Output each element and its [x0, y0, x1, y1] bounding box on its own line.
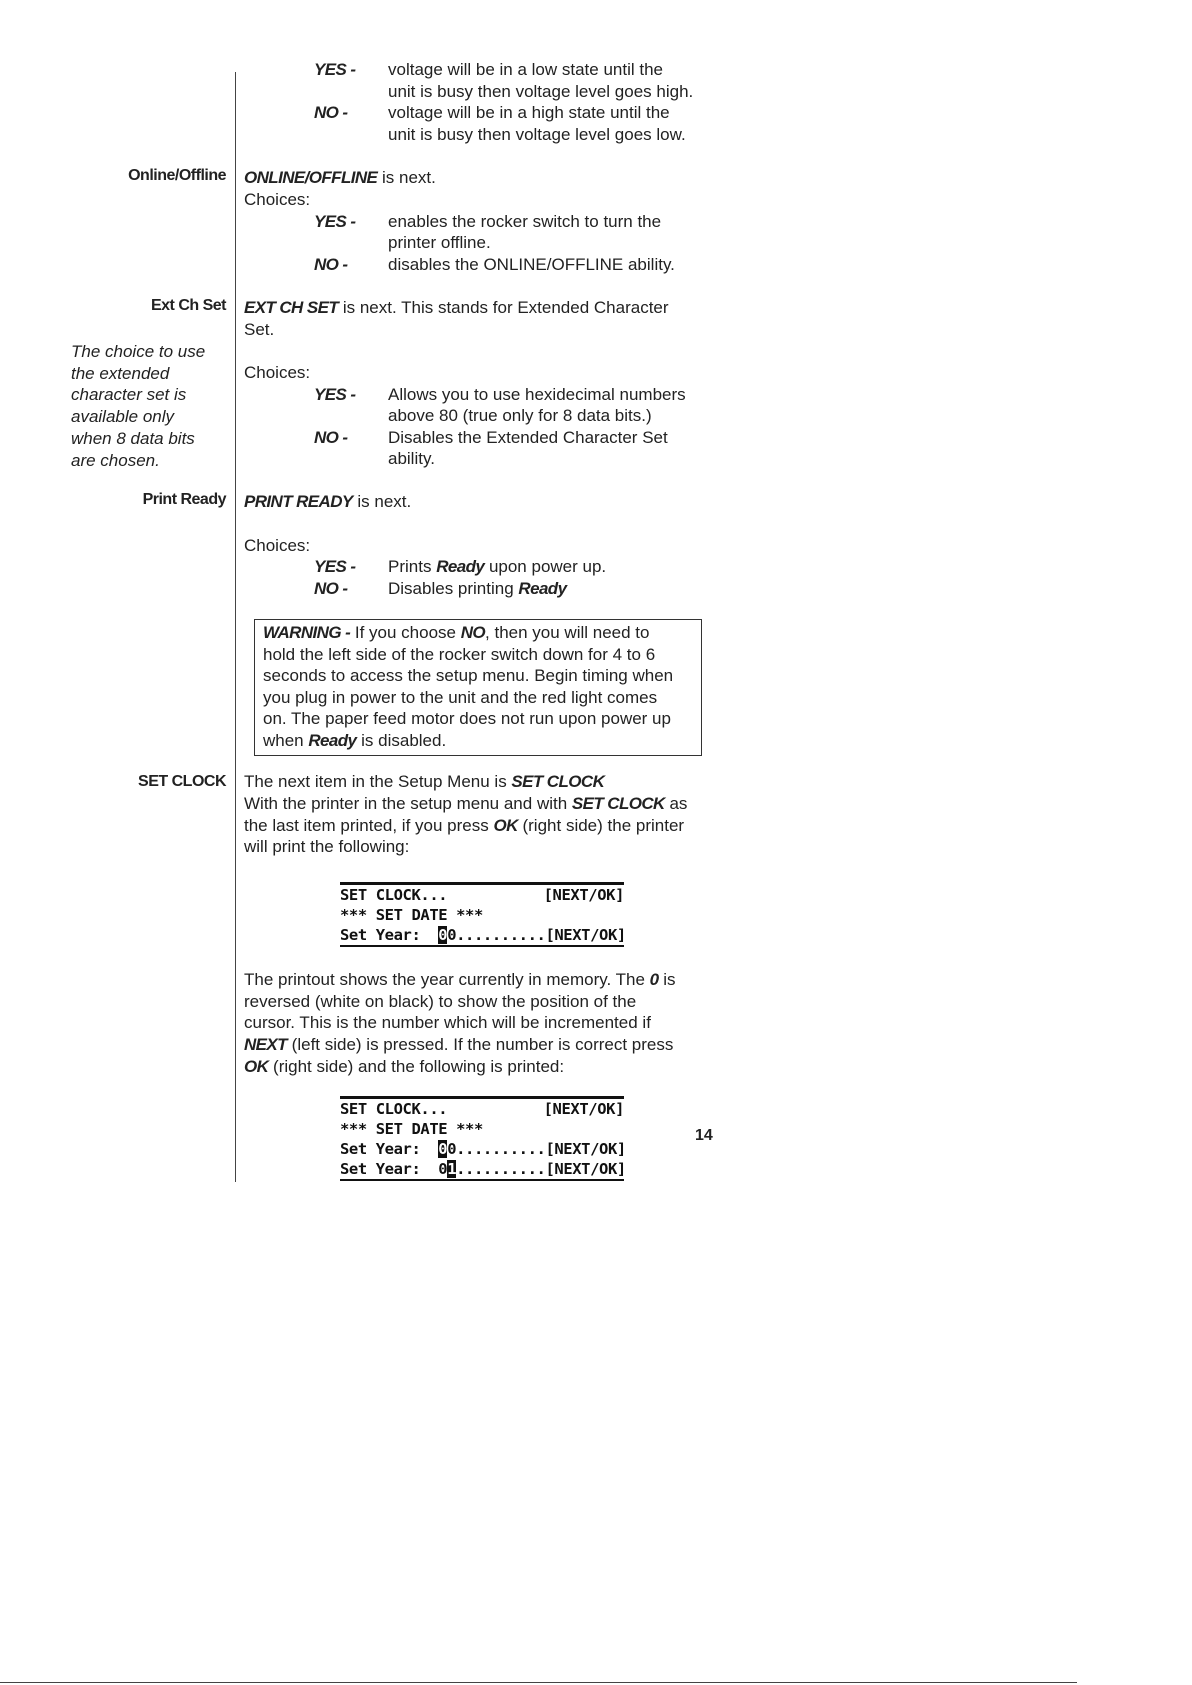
setclock-p1-l2-pre: With the printer in the setup menu and with — [244, 794, 572, 813]
setclock-p2-line4 — [244, 1034, 673, 1056]
printready-choices: Choices: — [244, 536, 311, 555]
setclock-p2-l1-term: 0 — [649, 970, 659, 989]
printout-set-year-incremented — [340, 1096, 624, 1181]
setclock-p1-l2-term: SET CLOCK — [571, 794, 665, 813]
printout-text: Set Year: — [340, 1140, 439, 1158]
setclock-p1-l1-pre: The next item in the Setup Menu is — [244, 772, 512, 791]
printready-intro — [244, 491, 411, 513]
printout-row — [340, 925, 624, 947]
extch-yes-label: YES - — [314, 385, 356, 404]
printready-no-text — [388, 578, 566, 600]
printout-text: Set Year: 0 — [340, 1160, 448, 1178]
extch-choices: Choices: — [244, 363, 311, 382]
setclock-p1-line3 — [244, 815, 684, 837]
note-line: the extended — [71, 363, 170, 383]
printout-row — [340, 1139, 624, 1159]
setclock-p1-line1 — [244, 771, 604, 793]
warning-l1-pre: If you choose — [350, 623, 461, 642]
warning-label: WARNING - — [263, 623, 351, 642]
side-heading-set-clock: SET CLOCK — [138, 773, 226, 790]
margin-rule — [235, 72, 236, 1182]
note-line: character set is — [71, 385, 187, 405]
note-line: when 8 data bits — [71, 428, 195, 448]
printout-text: SET CLOCK... — [340, 1100, 448, 1118]
printout-row — [340, 1096, 624, 1119]
setclock-p1-line4: will print the following: — [244, 837, 410, 856]
warning-line-1 — [263, 622, 693, 644]
printout-text: Set Year: — [340, 926, 439, 944]
setclock-p2-l5-term: OK — [244, 1057, 269, 1076]
printout-text: .......... — [456, 1160, 546, 1178]
side-heading-ext-ch-set: Ext Ch Set — [150, 297, 226, 314]
warning-l6-pre: when — [263, 730, 309, 750]
note-line: The choice to use — [71, 342, 206, 361]
extch-no-label: NO - — [314, 428, 348, 447]
printout-text: *** SET DATE *** — [340, 1120, 483, 1138]
printout-text: SET CLOCK... — [340, 886, 448, 904]
setclock-p2-l4-post: (left side) is pressed. If the number is correct press — [286, 1035, 674, 1054]
printout-text: [NEXT/OK] — [543, 1100, 624, 1118]
side-heading-print-ready: Print Ready — [142, 491, 226, 508]
setclock-p2-l5-post: (right side) and the following is printed: — [268, 1057, 565, 1076]
printready-no-term: Ready — [518, 579, 567, 598]
printout-row — [340, 882, 624, 905]
warning-l6-term: Ready — [308, 730, 357, 750]
setclock-p2-line1 — [244, 969, 676, 991]
warning-line-5: on. The paper feed motor does not run upon power up — [263, 709, 671, 729]
printout-text: [NEXT/OK] — [545, 926, 626, 944]
printready-yes-label: YES - — [314, 557, 356, 576]
extch-term: EXT CH SET — [244, 298, 339, 317]
online-choices: Choices: — [244, 190, 311, 209]
printout-set-year — [340, 882, 624, 947]
printready-intro-rest: is next. — [352, 492, 412, 511]
reversed-cursor-digit: 1 — [447, 1160, 457, 1178]
warning-line-4: you plug in power to the unit and the red light comes — [263, 687, 658, 707]
online-yes-line2: printer offline. — [388, 233, 491, 252]
printout-text: [NEXT/OK] — [543, 886, 624, 904]
online-term: ONLINE/OFFLINE — [244, 168, 378, 187]
setclock-p1-l1-term: SET CLOCK — [511, 772, 605, 791]
setclock-p2-line5 — [244, 1056, 564, 1078]
printready-no-label: NO - — [314, 579, 348, 598]
setclock-p1-l3-post: (right side) the printer — [517, 816, 685, 835]
warning-line-3: seconds to access the setup menu. Begin timing when — [263, 666, 674, 686]
extch-yes-line2: above 80 (true only for 8 data bits.) — [388, 406, 652, 425]
top-yes-line1: voltage will be in a low state until the — [388, 60, 663, 79]
extch-intro-line2: Set. — [244, 320, 275, 339]
setclock-p1-l3-pre: the last item printed, if you press — [244, 816, 494, 835]
printready-yes-pre: Prints — [388, 557, 437, 576]
top-no-label: NO - — [314, 103, 348, 122]
printready-yes-term: Ready — [436, 557, 485, 576]
setclock-p2-line2: reversed (white on black) to show the position of the — [244, 992, 637, 1011]
printout-text: [NEXT/OK] — [545, 1160, 626, 1178]
top-no-line1: voltage will be in a high state until the — [388, 103, 670, 122]
online-no-label: NO - — [314, 255, 348, 274]
side-note-ext-ch-set — [71, 341, 231, 471]
warning-l6-post: is disabled. — [356, 730, 447, 750]
note-line: available only — [71, 407, 175, 427]
online-no-line1: disables the ONLINE/OFFLINE ability. — [388, 255, 675, 274]
printready-no-pre: Disables printing — [388, 579, 519, 598]
top-yes-line2: unit is busy then voltage level goes high. — [388, 82, 694, 101]
printout-row — [340, 1119, 624, 1139]
online-intro-rest: is next. — [377, 168, 436, 187]
setclock-p1-l2-post: as — [664, 794, 688, 813]
printout-text: 0.......... — [447, 926, 546, 944]
extch-no-line1: Disables the Extended Character Set — [388, 428, 668, 447]
reversed-cursor-digit: 0 — [438, 1140, 448, 1158]
printout-row — [340, 905, 624, 925]
printready-term: PRINT READY — [244, 492, 353, 511]
setclock-p2-line3: cursor. This is the number which will be incremented if — [244, 1013, 651, 1032]
note-line: are chosen. — [71, 450, 160, 470]
extch-intro-rest: is next. This stands for Extended Character — [338, 298, 669, 317]
warning-l1-term: NO — [460, 623, 486, 642]
printout-text: 0.......... — [447, 1140, 546, 1158]
top-yes-label: YES - — [314, 60, 356, 79]
extch-intro — [244, 297, 669, 319]
online-intro — [244, 167, 436, 189]
printready-yes-text — [388, 556, 606, 578]
footer-rule — [0, 1682, 1077, 1683]
warning-box — [254, 619, 702, 756]
printready-yes-post: upon power up. — [484, 557, 607, 576]
side-heading-online-offline: Online/Offline — [128, 167, 226, 184]
online-yes-label: YES - — [314, 212, 356, 231]
extch-yes-line1: Allows you to use hexidecimal numbers — [388, 385, 686, 404]
warning-line-2: hold the left side of the rocker switch down for 4 to 6 — [263, 644, 656, 664]
warning-line-6 — [263, 730, 693, 752]
printout-text: [NEXT/OK] — [545, 1140, 626, 1158]
printout-row — [340, 1159, 624, 1181]
setclock-p2-l1-pre: The printout shows the year currently in memory. The — [244, 970, 650, 989]
setclock-p2-l4-term: NEXT — [244, 1035, 287, 1054]
warning-l1-post: , then you will need to — [485, 623, 650, 642]
reversed-cursor-digit: 0 — [438, 926, 448, 944]
online-yes-line1: enables the rocker switch to turn the — [388, 212, 662, 231]
setclock-p1-l3-term: OK — [493, 816, 518, 835]
setclock-p1-line2 — [244, 793, 687, 815]
extch-no-line2: ability. — [388, 449, 435, 468]
printout-text: *** SET DATE *** — [340, 906, 483, 924]
setclock-p2-l1-post: is — [658, 970, 676, 989]
top-no-line2: unit is busy then voltage level goes low. — [388, 125, 686, 144]
page-number: 14 — [695, 1127, 713, 1144]
